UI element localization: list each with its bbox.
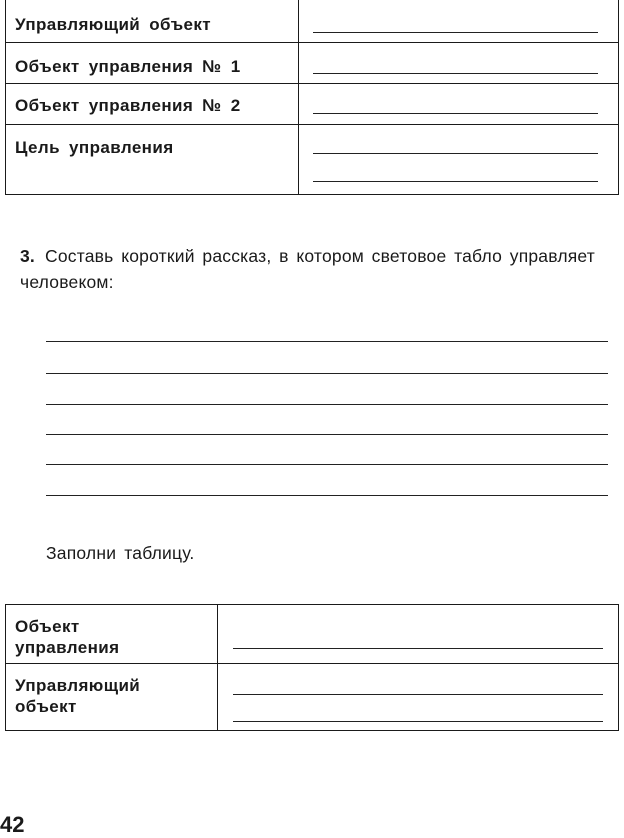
answer-line[interactable] <box>313 113 598 114</box>
control-table <box>5 0 619 195</box>
task-number: 3. <box>20 246 35 266</box>
table-row <box>6 605 618 664</box>
answer-line[interactable] <box>313 181 598 182</box>
row-label-controlling-object: Управляющий объект <box>15 15 212 34</box>
answer-line[interactable] <box>233 648 603 649</box>
writing-line[interactable] <box>46 464 608 465</box>
writing-line[interactable] <box>46 341 608 342</box>
fill-table <box>5 604 619 731</box>
page-number: 42 <box>0 812 25 837</box>
row-label-controlled-object-2: Объект управления № 2 <box>15 96 241 115</box>
answer-line[interactable] <box>233 694 603 695</box>
row-label-control-goal: Цель управления <box>15 138 174 157</box>
answer-line[interactable] <box>233 721 603 722</box>
answer-line[interactable] <box>313 73 598 74</box>
row-label-controlling-object: Управляющий объект <box>15 676 141 716</box>
table-row <box>6 0 618 43</box>
writing-line[interactable] <box>46 495 608 496</box>
table-row <box>6 664 618 729</box>
task-3 <box>20 243 595 295</box>
writing-line[interactable] <box>46 373 608 374</box>
table-row <box>6 43 618 84</box>
row-label-controlled-object-1: Объект управления № 1 <box>15 57 241 76</box>
answer-line[interactable] <box>313 32 598 33</box>
table-row <box>6 84 618 125</box>
row-label-controlled-object: Объект управления <box>15 617 120 657</box>
writing-line[interactable] <box>46 434 608 435</box>
table-row <box>6 125 618 193</box>
answer-line[interactable] <box>313 153 598 154</box>
writing-line[interactable] <box>46 404 608 405</box>
fill-table-instruction: Заполни таблицу. <box>46 543 195 563</box>
task-text: Составь короткий рассказ, в котором световое табло управляет человеком: <box>20 246 595 292</box>
